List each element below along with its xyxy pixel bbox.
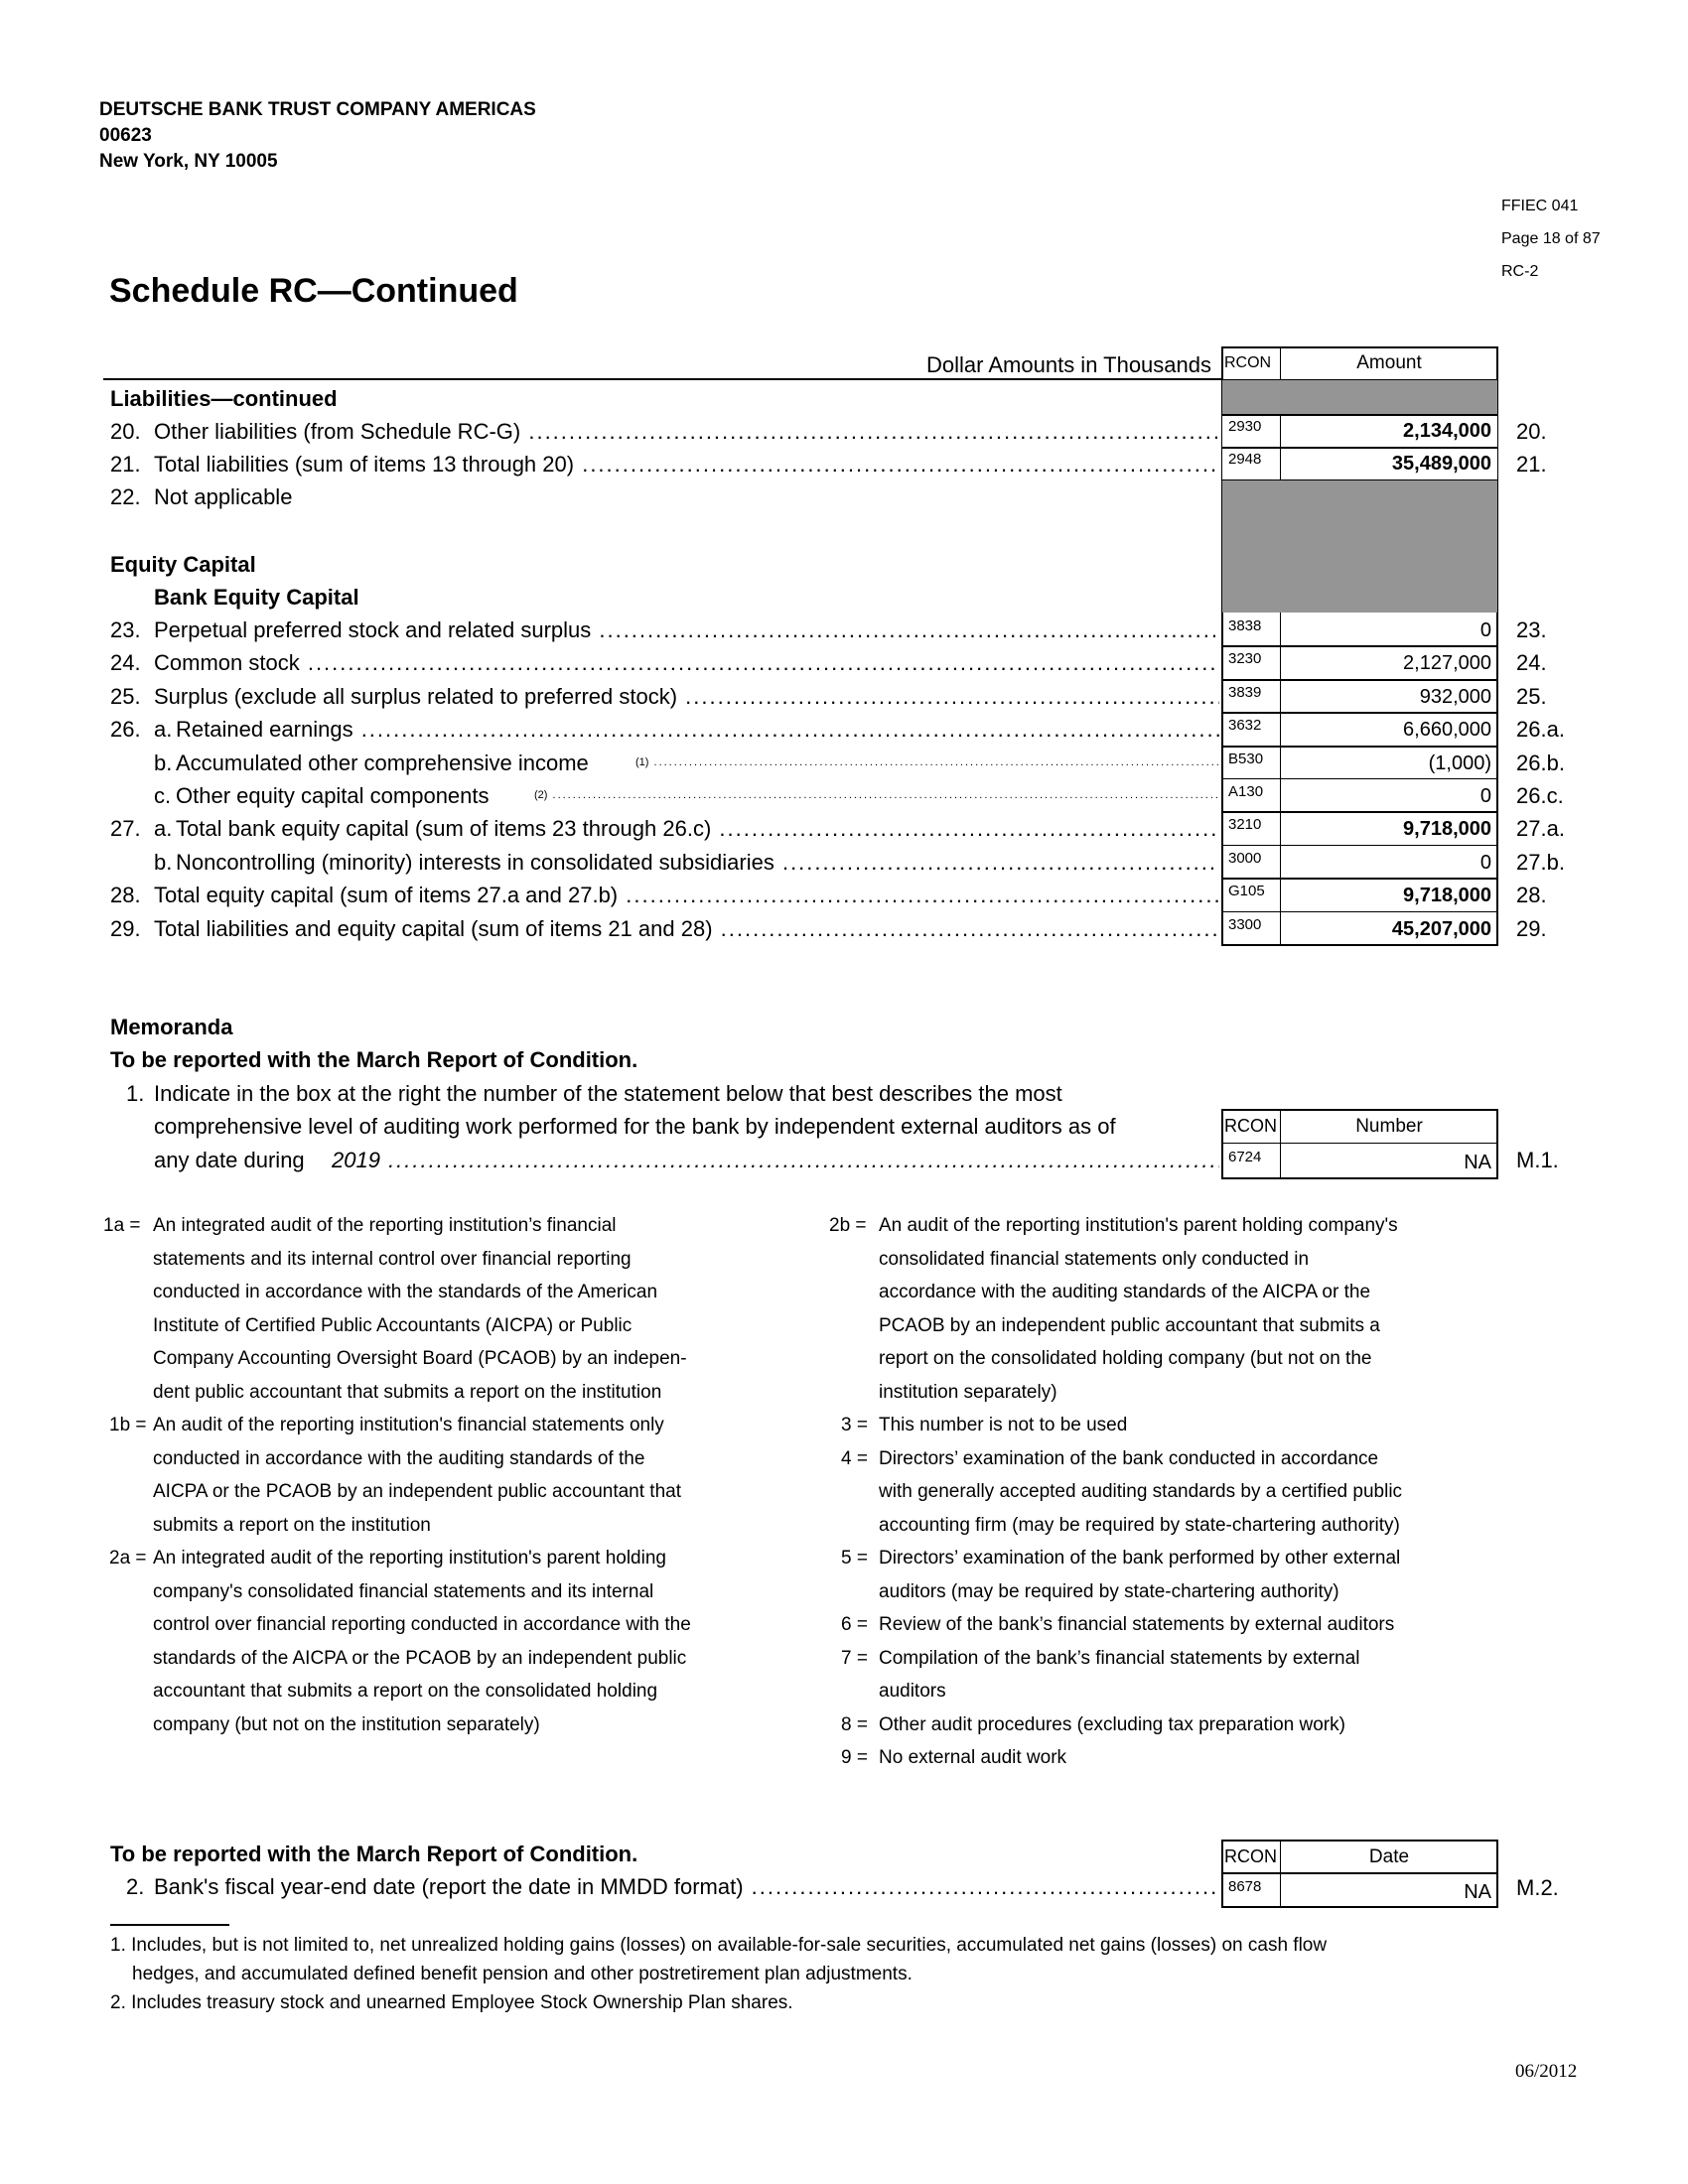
rcon-code: 3300 xyxy=(1228,916,1262,933)
audit-option-1a xyxy=(99,1209,755,1409)
row-ref: 20. xyxy=(1516,419,1547,444)
row-ref: 26.c. xyxy=(1516,783,1564,808)
memoranda-title: Memoranda xyxy=(110,1015,233,1039)
row-sub: b. xyxy=(154,751,173,775)
col-header-amount: Amount xyxy=(1356,352,1422,373)
option-line: AICPA or the PCAOB by an independent public accountant that xyxy=(153,1481,681,1502)
row-num: 28. xyxy=(110,883,141,907)
row-num: 22. xyxy=(110,484,141,509)
amount-field[interactable]: (1,000) xyxy=(1428,752,1491,774)
rcon-code: 2930 xyxy=(1228,418,1262,435)
option-line: An audit of the reporting institution's parent holding company's xyxy=(879,1215,1398,1236)
bank-location: New York, NY 10005 xyxy=(99,151,278,172)
rcon-code: 3210 xyxy=(1228,816,1262,833)
option-line: PCAOB by an independent public accountant that submits a xyxy=(879,1314,1380,1336)
row-num: 27. xyxy=(110,816,141,841)
audit-options-right xyxy=(819,1209,1494,1775)
footnote-rule xyxy=(110,1924,229,1926)
row-label: Total liabilities (sum of items 13 through 20) ..... xyxy=(154,448,1219,480)
row-ref: 24. xyxy=(1516,650,1547,675)
rcon-code: 8678 xyxy=(1228,1878,1262,1895)
option-text xyxy=(879,1608,1494,1642)
option-key: 7 = xyxy=(841,1647,868,1669)
option-text xyxy=(879,1442,1494,1543)
option-line: submits a report on the institution xyxy=(153,1514,431,1536)
amount-field[interactable]: 2,134,000 xyxy=(1403,420,1491,442)
footnote-2: 2. Includes treasury stock and unearned Employee Stock Ownership Plan shares. xyxy=(110,1992,793,2013)
row-num: 21. xyxy=(110,452,141,477)
row-label: Not applicable xyxy=(154,484,293,509)
option-line: institution separately) xyxy=(879,1381,1057,1403)
row-ref: 27.b. xyxy=(1516,850,1565,875)
option-line: Directors’ examination of the bank performed by other external xyxy=(879,1548,1401,1569)
rcon-code: 3000 xyxy=(1228,850,1262,867)
option-line: consolidated financial statements only conducted in xyxy=(879,1248,1310,1270)
m2-num: 2. xyxy=(126,1874,145,1899)
m1-num: 1. xyxy=(126,1081,145,1106)
amount-field[interactable]: 35,489,000 xyxy=(1391,453,1491,475)
row-num: 25. xyxy=(110,684,141,709)
amount-field[interactable]: 2,127,000 xyxy=(1403,652,1491,674)
rcon-code: 2948 xyxy=(1228,451,1262,468)
option-line: company's consolidated financial statements and its internal xyxy=(153,1580,654,1602)
option-line: conducted in accordance with the auditing standards of the xyxy=(153,1447,645,1469)
option-line: This number is not to be used xyxy=(879,1415,1128,1435)
m1-col-code: RCON xyxy=(1224,1116,1277,1136)
option-line: Other audit procedures (excluding tax preparation work) xyxy=(879,1713,1345,1735)
audit-option-1b xyxy=(99,1409,755,1542)
option-line: An integrated audit of the reporting institution’s financial xyxy=(153,1215,617,1236)
option-text xyxy=(879,1409,1494,1442)
option-key: 9 = xyxy=(841,1747,868,1768)
option-line: dent public accountant that submits a report on the institution xyxy=(153,1381,662,1403)
units-label: Dollar Amounts in Thousands xyxy=(926,352,1211,377)
row-sub: c. xyxy=(154,783,172,808)
row-ref: 27.a. xyxy=(1516,816,1565,841)
option-line: Review of the bank’s financial statements by external auditors xyxy=(879,1614,1395,1635)
m2-value-field[interactable]: NA xyxy=(1464,1881,1491,1903)
m1-col-number: Number xyxy=(1355,1116,1423,1137)
shaded-cell xyxy=(1222,379,1497,414)
footnote-ref: (1) ..... xyxy=(635,747,1219,779)
col-header-code: RCON xyxy=(1224,354,1272,371)
option-line: report on the consolidated holding company (but not on the xyxy=(879,1348,1372,1369)
option-line: conducted in accordance with the standards of the American xyxy=(153,1282,658,1302)
option-key: 1b = xyxy=(109,1415,147,1435)
row-label: Total liabilities and equity capital (sum of items 21 and 28) ..... xyxy=(154,912,1219,945)
option-key: 6 = xyxy=(841,1614,868,1635)
m2-col-date: Date xyxy=(1368,1846,1410,1867)
audit-option-9 xyxy=(819,1741,1494,1775)
march-note: To be reported with the March Report of Condition. xyxy=(110,1047,638,1072)
option-line: Company Accounting Oversight Board (PCAOB) by an indepen- xyxy=(153,1348,687,1369)
bank-name: DEUTSCHE BANK TRUST COMPANY AMERICAS xyxy=(99,99,536,120)
m1-text-line1: Indicate in the box at the right the number of the statement below that best describes the most xyxy=(154,1081,1062,1106)
row-label: Other equity capital components xyxy=(176,783,490,808)
option-key: 2b = xyxy=(829,1215,867,1236)
option-line: An audit of the reporting institution's financial statements only xyxy=(153,1415,664,1435)
page-number: Page 18 of 87 xyxy=(1501,230,1601,247)
option-line: standards of the AICPA or the PCAOB by an independent public xyxy=(153,1647,687,1669)
amount-field[interactable]: 0 xyxy=(1479,785,1491,807)
footnote-1-cont: hedges, and accumulated defined benefit pension and other postretirement plan adjustments. xyxy=(132,1964,913,1984)
option-text xyxy=(879,1542,1494,1608)
m1-value-field[interactable]: NA xyxy=(1464,1152,1491,1173)
subsection-bank-equity: Bank Equity Capital xyxy=(154,585,359,610)
audit-option-8 xyxy=(819,1708,1494,1742)
row-ref: M.1. xyxy=(1516,1148,1559,1172)
row-ref: 29. xyxy=(1516,916,1547,941)
option-line: statements and its internal control over financial reporting xyxy=(153,1248,632,1270)
option-text xyxy=(153,1409,755,1542)
footnote-ref: (2) ..... xyxy=(534,779,1219,812)
m1-year: 2019 ..... xyxy=(332,1144,1219,1176)
amount-field[interactable]: 9,718,000 xyxy=(1403,818,1491,840)
row-sub: a. xyxy=(154,717,173,742)
row-ref: 25. xyxy=(1516,684,1547,709)
m2-label: Bank's fiscal year-end date (report the date in MMDD format) ..... xyxy=(154,1870,1219,1903)
option-text xyxy=(153,1209,755,1409)
option-line: Institute of Certified Public Accountants (AICPA) or Public xyxy=(153,1314,633,1336)
row-label: Noncontrolling (minority) interests in consolidated subsidiaries ..... xyxy=(176,846,1219,879)
section-liabilities: Liabilities—continued xyxy=(110,386,338,411)
amount-field[interactable]: 0 xyxy=(1479,852,1491,874)
option-line: accounting firm (may be required by state-chartering authority) xyxy=(879,1514,1400,1536)
row-sub: a. xyxy=(154,816,173,841)
row-label: Retained earnings ..... xyxy=(176,713,1219,746)
audit-option-3 xyxy=(819,1409,1494,1442)
amount-field[interactable]: 6,660,000 xyxy=(1403,719,1491,741)
march-note-2: To be reported with the March Report of Condition. xyxy=(110,1842,638,1866)
amount-field[interactable]: 45,207,000 xyxy=(1391,918,1491,940)
row-label: Total equity capital (sum of items 27.a and 27.b) ..... xyxy=(154,879,1219,911)
shaded-cell xyxy=(1222,479,1497,613)
schedule-code: RC-2 xyxy=(1501,263,1539,280)
option-text xyxy=(879,1741,1494,1775)
row-label: Other liabilities (from Schedule RC-G) ..... xyxy=(154,415,1219,448)
audit-option-7 xyxy=(819,1642,1494,1708)
option-line: No external audit work xyxy=(879,1747,1067,1768)
row-label: Perpetual preferred stock and related surplus ..... xyxy=(154,614,1219,646)
row-num: 26. xyxy=(110,717,141,742)
amount-field[interactable]: 932,000 xyxy=(1419,686,1491,708)
audit-option-6 xyxy=(819,1608,1494,1642)
option-line: auditors xyxy=(879,1681,946,1702)
rcon-code: A130 xyxy=(1228,783,1264,800)
option-key: 1a = xyxy=(103,1215,141,1236)
option-text xyxy=(879,1642,1494,1708)
m1-text-line3: any date during xyxy=(154,1148,305,1172)
option-key: 8 = xyxy=(841,1713,868,1735)
row-ref: 26.b. xyxy=(1516,751,1565,775)
page-title: Schedule RC—Continued xyxy=(109,272,518,310)
footnote-1: 1. Includes, but is not limited to, net unrealized holding gains (losses) on available-for-sale securities, accumulated net gains (losses) on cash flow xyxy=(110,1935,1328,1956)
rcon-code: 3839 xyxy=(1228,684,1262,701)
rcon-code: 3838 xyxy=(1228,617,1262,634)
audit-options-left xyxy=(99,1209,755,1741)
option-line: with generally accepted auditing standards by a certified public xyxy=(879,1481,1403,1502)
audit-option-2a xyxy=(99,1542,755,1741)
row-sub: b. xyxy=(154,850,173,875)
option-text xyxy=(879,1708,1494,1742)
rcon-code: B530 xyxy=(1228,751,1264,767)
audit-option-2b xyxy=(819,1209,1494,1409)
audit-option-4 xyxy=(819,1442,1494,1543)
option-line: auditors (may be required by state-chartering authority) xyxy=(879,1580,1339,1602)
rcon-code: 3230 xyxy=(1228,650,1262,667)
row-num: 20. xyxy=(110,419,141,444)
row-label: Accumulated other comprehensive income xyxy=(176,751,589,775)
rcon-code: G105 xyxy=(1228,883,1265,899)
row-label: Common stock ..... xyxy=(154,646,1219,679)
header-rule xyxy=(103,378,1223,380)
option-text xyxy=(879,1209,1494,1409)
row-ref: 21. xyxy=(1516,452,1547,477)
row-ref: M.2. xyxy=(1516,1875,1559,1900)
row-num: 23. xyxy=(110,617,141,642)
option-key: 4 = xyxy=(841,1447,868,1469)
option-line: control over financial reporting conducted in accordance with the xyxy=(153,1614,691,1635)
row-num: 24. xyxy=(110,650,141,675)
bank-id: 00623 xyxy=(99,125,152,146)
form-name: FFIEC 041 xyxy=(1501,198,1579,214)
row-label: Total bank equity capital (sum of items 23 through 26.c) ..... xyxy=(176,812,1219,845)
option-line: An integrated audit of the reporting institution's parent holding xyxy=(153,1548,666,1569)
audit-option-5 xyxy=(819,1542,1494,1608)
amount-field[interactable]: 0 xyxy=(1479,619,1491,641)
amount-field[interactable]: 9,718,000 xyxy=(1403,885,1491,906)
rcon-code: 3632 xyxy=(1228,717,1262,734)
option-line: Directors’ examination of the bank conducted in accordance xyxy=(879,1447,1379,1469)
rcon-code: 6724 xyxy=(1228,1149,1262,1165)
row-num: 29. xyxy=(110,916,141,941)
option-key: 5 = xyxy=(841,1548,868,1569)
option-line: accordance with the auditing standards of the AICPA or the xyxy=(879,1282,1371,1302)
option-key: 3 = xyxy=(841,1415,868,1435)
row-label: Surplus (exclude all surplus related to preferred stock) ..... xyxy=(154,680,1219,713)
row-ref: 23. xyxy=(1516,617,1547,642)
option-line: Compilation of the bank’s financial statements by external xyxy=(879,1647,1360,1669)
m2-col-code: RCON xyxy=(1224,1846,1277,1866)
m1-text-line2: comprehensive level of auditing work performed for the bank by independent external auditors as of xyxy=(154,1114,1116,1139)
option-line: accountant that submits a report on the consolidated holding xyxy=(153,1681,658,1702)
option-line: company (but not on the institution separately) xyxy=(153,1713,540,1735)
option-key: 2a = xyxy=(109,1548,147,1569)
row-ref: 28. xyxy=(1516,883,1547,907)
form-revision: 06/2012 xyxy=(1515,2061,1578,2082)
row-ref: 26.a. xyxy=(1516,717,1565,742)
option-text xyxy=(153,1542,755,1741)
section-equity-capital: Equity Capital xyxy=(110,552,256,577)
